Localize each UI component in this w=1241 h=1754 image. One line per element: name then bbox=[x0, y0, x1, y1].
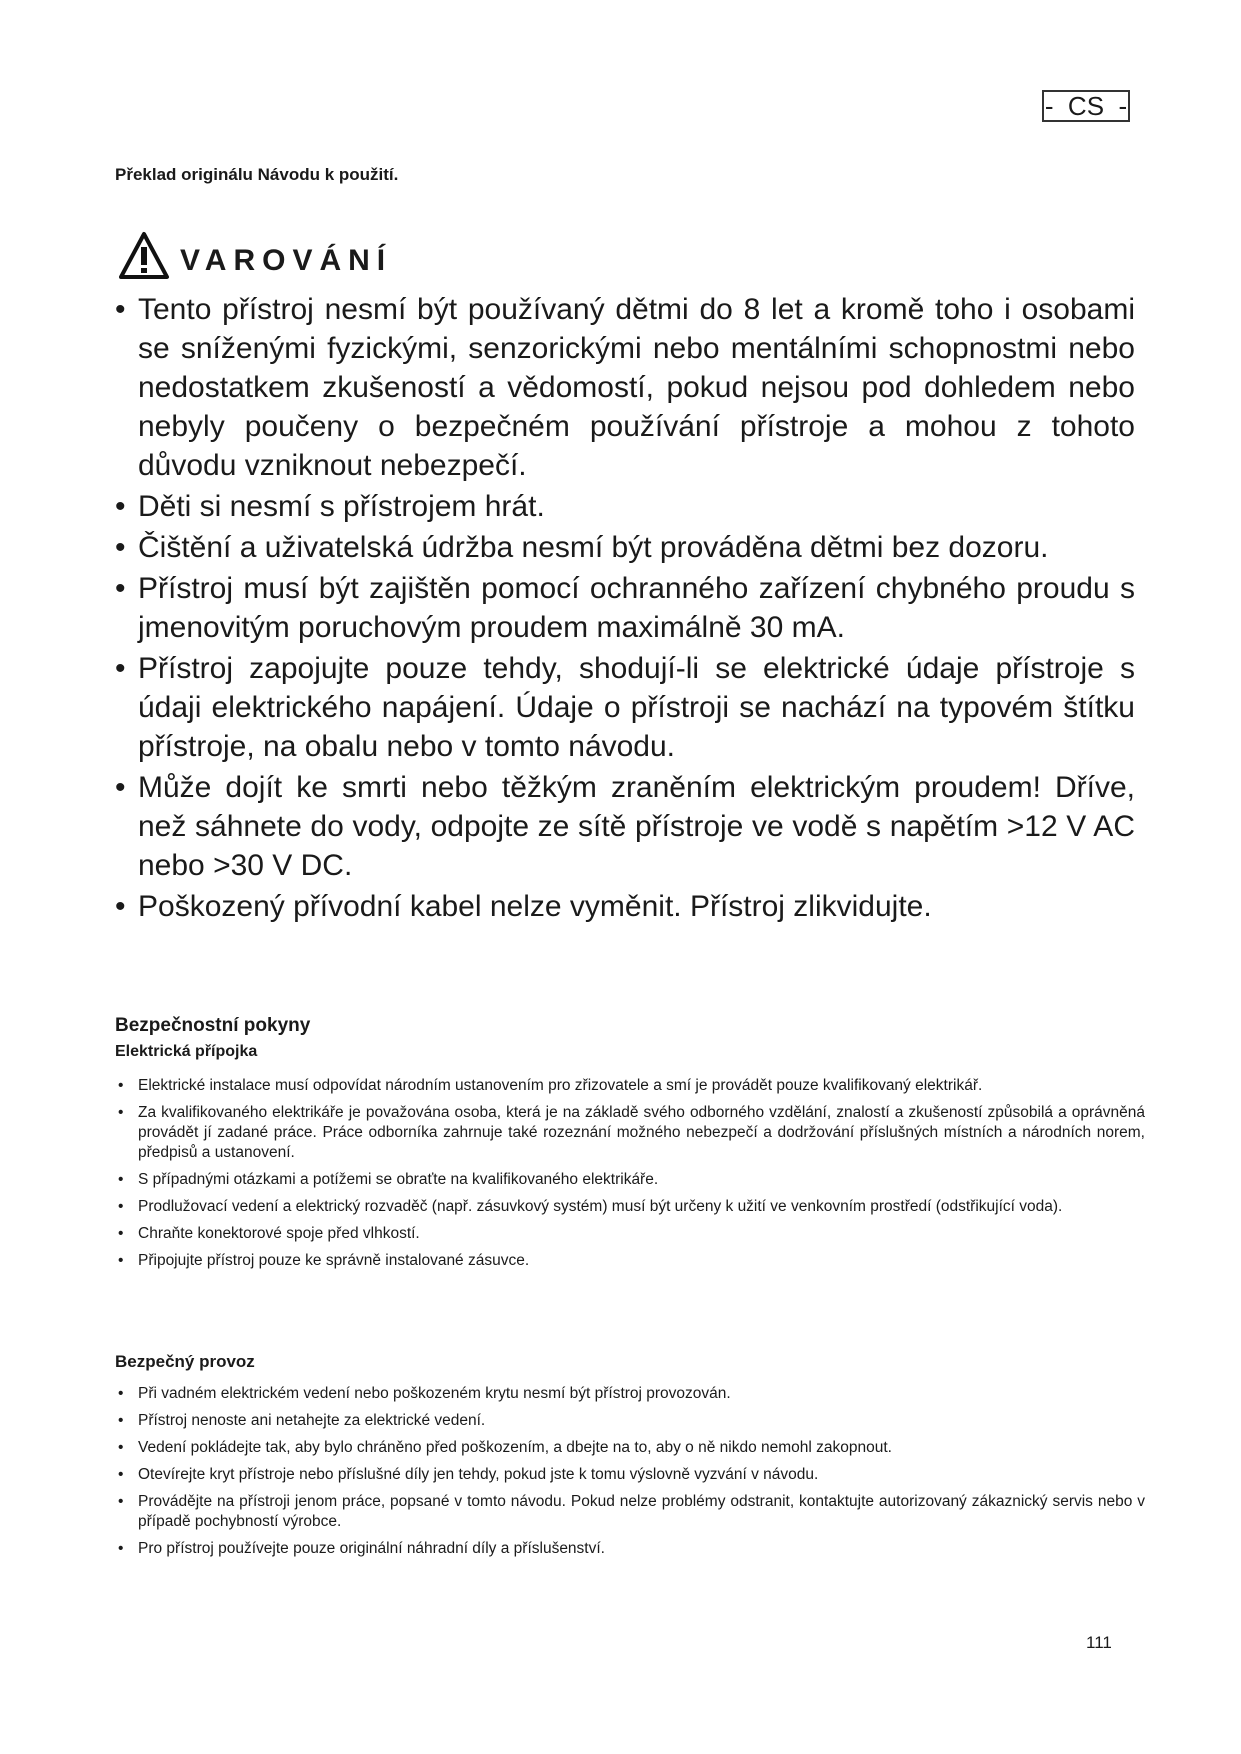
operation-item: • Vedení pokládejte tak, aby bylo chráněno před poškozením, a dbejte na to, aby o ně nikdo nemohl zakopnout. bbox=[115, 1438, 1145, 1458]
warning-triangle-icon bbox=[118, 230, 170, 282]
warning-item: • Čištění a uživatelská údržba nesmí být prováděna dětmi bez dozoru. bbox=[115, 528, 1135, 567]
page-number: 111 bbox=[1086, 1633, 1112, 1652]
warning-item: • Přístroj musí být zajištěn pomocí ochranného zařízení chybného proudu s jmenovitým poruchovým proudem maximálně 30 mA. bbox=[115, 569, 1135, 647]
warning-item: • Poškozený přívodní kabel nelze vyměnit. Přístroj zlikvidujte. bbox=[115, 887, 1135, 926]
operation-item: • Pro přístroj používejte pouze originální náhradní díly a příslušenství. bbox=[115, 1539, 1145, 1559]
electrical-list bbox=[115, 1076, 1145, 1278]
electrical-item: • Elektrické instalace musí odpovídat národním ustanovením pro zřizovatele a smí je provádět pouze kvalifikovaný elektrikář. bbox=[115, 1076, 1145, 1096]
electrical-item: • Připojujte přístroj pouze ke správně instalované zásuvce. bbox=[115, 1251, 1145, 1271]
operation-item: • Otevírejte kryt přístroje nebo příslušné díly jen tehdy, pokud jste k tomu výslovně vyzvání v návodu. bbox=[115, 1465, 1145, 1485]
warning-title: VAROVÁNÍ bbox=[180, 244, 393, 277]
warning-list bbox=[115, 290, 1135, 928]
document-subtitle: Překlad originálu Návodu k použití. bbox=[115, 165, 399, 184]
safety-title: Bezpečnostní pokyny bbox=[115, 1015, 311, 1036]
operation-item: • Provádějte na přístroji jenom práce, popsané v tomto návodu. Pokud nelze problémy odstranit, kontaktujte autorizovaný zákaznický servis nebo v případě pochybností výrobce. bbox=[115, 1492, 1145, 1532]
operation-item: • Přístroj nenoste ani netahejte za elektrické vedení. bbox=[115, 1411, 1145, 1431]
warning-item: • Tento přístroj nesmí být používaný dětmi do 8 let a kromě toho i osobami se sníženými fyzickými, senzorickými nebo mentálními schopnostmi nebo nedostatkem zkušeností a vědomostí, pokud nejsou pod dohledem nebo nebyly poučeny o bezpečném používání přístroje a mohou z tohoto důvodu vzniknout nebezpečí. bbox=[115, 290, 1135, 485]
operation-list bbox=[115, 1384, 1145, 1566]
warning-heading bbox=[118, 228, 392, 284]
warning-item: • Může dojít ke smrti nebo těžkým zraněním elektrickým proudem! Dříve, než sáhnete do vody, odpojte ze sítě přístroje ve vodě s napětím >12 V AC nebo >30 V DC. bbox=[115, 768, 1135, 885]
electrical-item: • Prodlužovací vedení a elektrický rozvaděč (např. zásuvkový systém) musí být určeny k užití ve venkovním prostředí (odstřikující voda). bbox=[115, 1197, 1145, 1217]
electrical-item: • Chraňte konektorové spoje před vlhkostí. bbox=[115, 1224, 1145, 1244]
electrical-title: Elektrická přípojka bbox=[115, 1043, 258, 1060]
electrical-item: • Za kvalifikovaného elektrikáře je považována osoba, která je na základě svého odborného vzdělání, znalostí a zkušeností způsobilá a oprávněná provádět jí zadané práce. Práce odborníka zahrnuje také rozeznání možného nebezpečí a dodržování příslušných místních a národních norem, předpisů a ustanovení. bbox=[115, 1103, 1145, 1163]
warning-item: • Děti si nesmí s přístrojem hrát. bbox=[115, 487, 1135, 526]
electrical-item: • S případnými otázkami a potížemi se obraťte na kvalifikovaného elektrikáře. bbox=[115, 1170, 1145, 1190]
operation-title: Bezpečný provoz bbox=[115, 1352, 255, 1371]
operation-item: • Při vadném elektrickém vedení nebo poškozeném krytu nesmí být přístroj provozován. bbox=[115, 1384, 1145, 1404]
warning-item: • Přístroj zapojujte pouze tehdy, shodují-li se elektrické údaje přístroje s údaji elektrického napájení. Údaje o přístroji se nachází na typovém štítku přístroje, na obalu nebo v tomto návodu. bbox=[115, 649, 1135, 766]
language-badge: - CS - bbox=[1042, 90, 1130, 122]
